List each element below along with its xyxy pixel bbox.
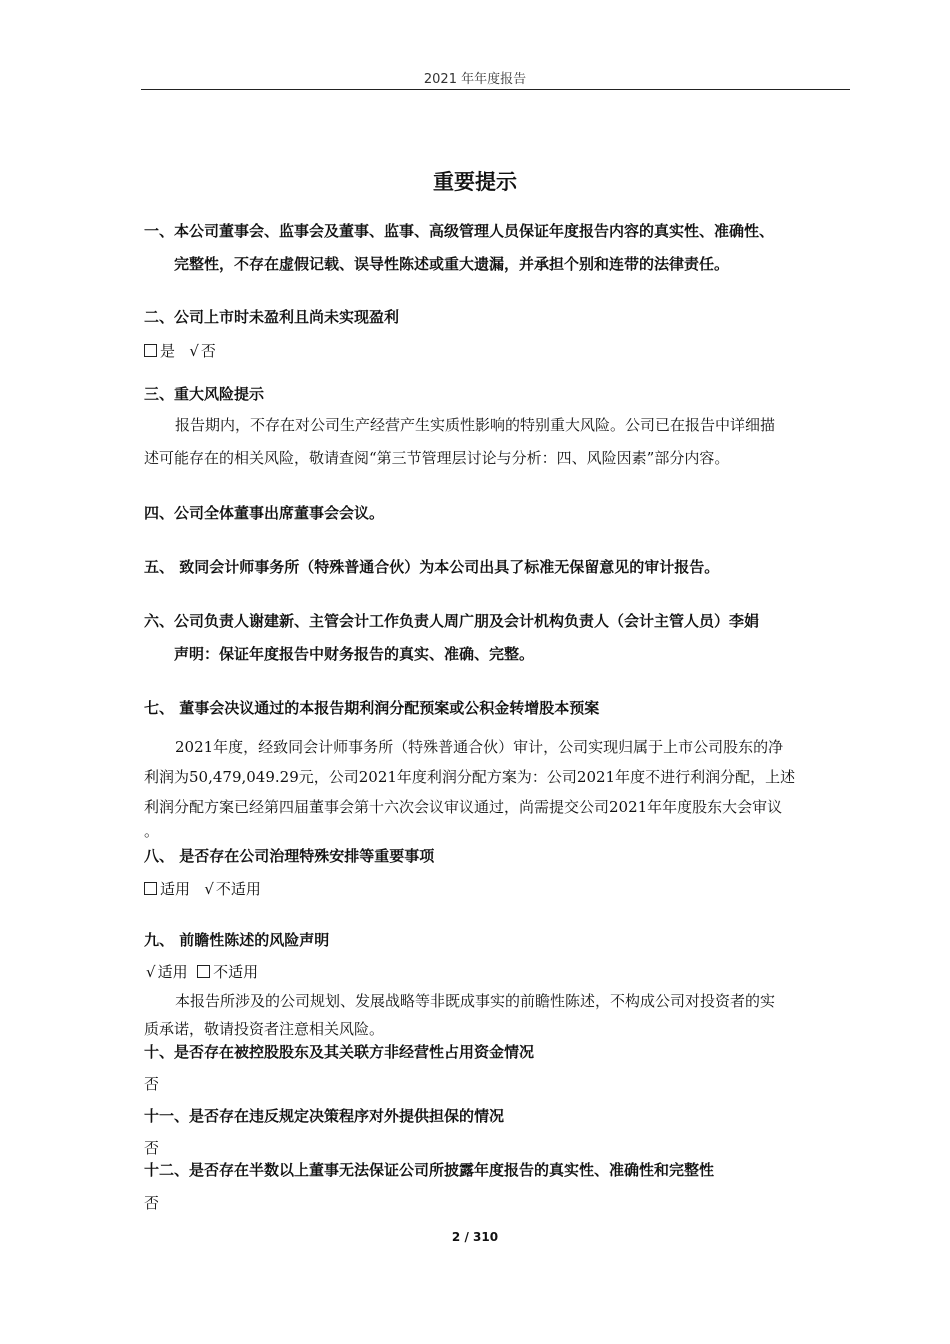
- section-11-answer: 否: [144, 1139, 160, 1157]
- page-header: 2021 年年度报告: [423, 72, 527, 87]
- header-rule: [141, 89, 850, 90]
- checkmark-icon: √: [146, 963, 156, 981]
- section-4-heading: 四、公司全体董事出席董事会会议。: [144, 504, 385, 522]
- section-2-heading: 二、公司上市时未盈利且尚未实现盈利: [144, 308, 400, 326]
- section-12-answer: 否: [144, 1194, 160, 1212]
- section-10-heading: 十、是否存在被控股股东及其关联方非经营性占用资金情况: [144, 1043, 535, 1061]
- checkbox-empty-icon: [197, 965, 210, 978]
- option-yes: 是: [160, 342, 176, 360]
- section-6-line1: 六、公司负责人谢建新、主管会计工作负责人周广朋及会计机构负责人（会计主管人员）李娟: [144, 612, 760, 630]
- section-3-heading: 三、重大风险提示: [144, 385, 265, 403]
- checkmark-icon: √: [189, 342, 199, 360]
- checkmark-icon: √: [204, 880, 214, 898]
- section-9-line1: 本报告所涉及的公司规划、发展战略等非既成事实的前瞻性陈述，不构成公司对投资者的实: [175, 992, 776, 1010]
- section-7-line4: 。: [144, 822, 160, 840]
- checkbox-empty-icon: [144, 882, 157, 895]
- section-5-heading: 五、 致同会计师事务所（特殊普通合伙）为本公司出具了标准无保留意见的审计报告。: [144, 558, 720, 576]
- section-12-heading: 十二、是否存在半数以上董事无法保证公司所披露年度报告的真实性、准确性和完整性: [144, 1161, 715, 1179]
- option-applicable: 适用: [157, 963, 188, 981]
- page-title: 重要提示: [433, 170, 517, 194]
- option-not-applicable: 不适用: [215, 880, 261, 898]
- section-1-line2: 完整性，不存在虚假记载、误导性陈述或重大遗漏，并承担个别和连带的法律责任。: [174, 255, 730, 273]
- section-9-line2: 质承诺，敬请投资者注意相关风险。: [144, 1020, 385, 1038]
- section-7-line1: 2021年度，经致同会计师事务所（特殊普通合伙）审计，公司实现归属于上市公司股东的净: [175, 738, 784, 756]
- section-9-options: [146, 961, 258, 982]
- section-10-answer: 否: [144, 1075, 160, 1093]
- section-8-options: [144, 878, 261, 899]
- section-3-line1: 报告期内，不存在对公司生产经营产生实质性影响的特别重大风险。公司已在报告中详细描: [175, 416, 776, 434]
- option-no: 否: [200, 342, 216, 360]
- section-2-options: [144, 340, 216, 361]
- section-7-line3: 利润分配方案已经第四届董事会第十六次会议审议通过，尚需提交公司2021年年度股东大会审议: [144, 798, 783, 816]
- option-not-applicable: 不适用: [213, 963, 259, 981]
- option-applicable: 适用: [160, 880, 191, 898]
- section-6-line2: 声明：保证年度报告中财务报告的真实、准确、完整。: [174, 645, 535, 663]
- section-9-heading: 九、 前瞻性陈述的风险声明: [144, 931, 330, 949]
- section-8-heading: 八、 是否存在公司治理特殊安排等重要事项: [144, 847, 435, 865]
- section-7-line2: 利润为50,479,049.29元，公司2021年度利润分配方案为：公司2021年度不进行利润分配，上述: [144, 768, 796, 786]
- section-11-heading: 十一、是否存在违反规定决策程序对外提供担保的情况: [144, 1107, 505, 1125]
- section-7-heading: 七、 董事会决议通过的本报告期利润分配预案或公积金转增股本预案: [144, 699, 600, 717]
- checkbox-empty-icon: [144, 344, 157, 357]
- section-1-line1: 一、本公司董事会、监事会及董事、监事、高级管理人员保证年度报告内容的真实性、准确性、: [144, 222, 775, 240]
- page-number: 2 / 310: [451, 1230, 499, 1244]
- section-3-line2: 述可能存在的相关风险，敬请查阅“第三节管理层讨论与分析：四、风险因素”部分内容。: [144, 449, 730, 467]
